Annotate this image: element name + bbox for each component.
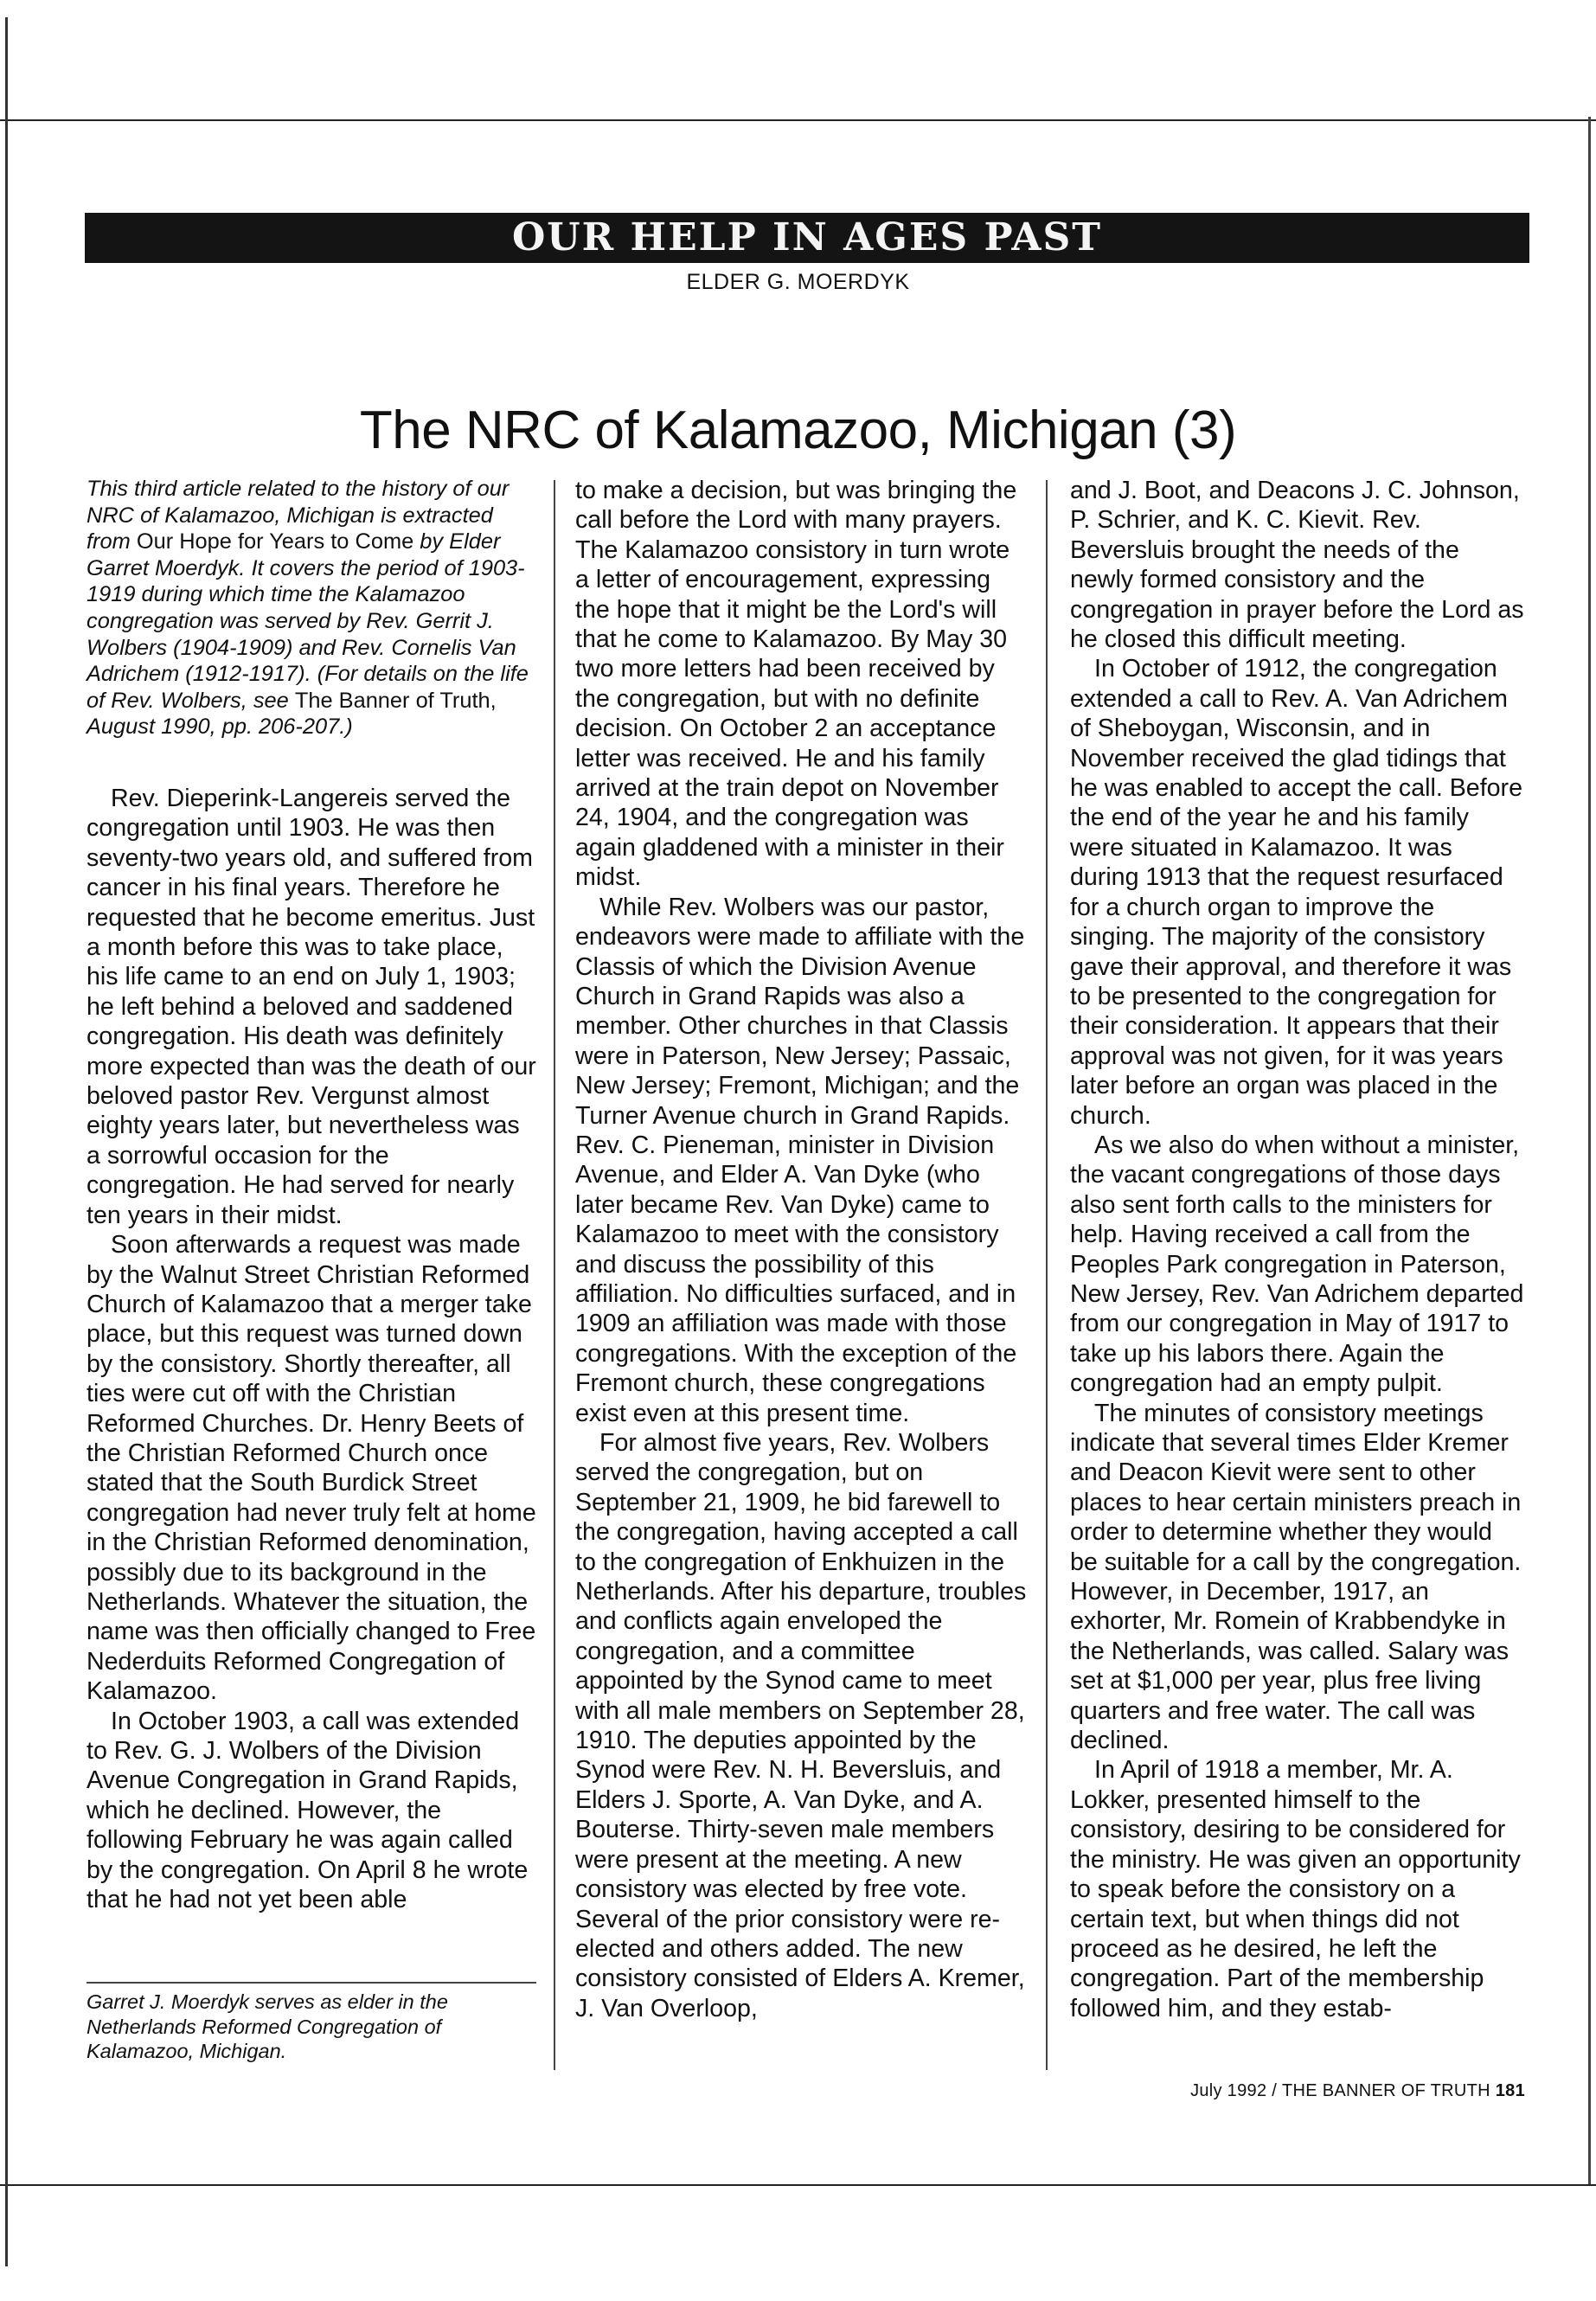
paragraph: While Rev. Wolbers was our pastor, endeavors were made to affiliate with the Classis of which the Division Avenue Church in Grand Rapids was also a member. Other churches in that Classis were in Paterson, New Jersey; Passaic, New Jersey; Fremont, Michigan; and the Turner Avenue church in Grand Rapids. Rev. C. Pieneman, minister in Division Avenue, and Elder A. Van Dyke (who later became Rev. Van Dyke) came to Kalamazoo to meet with the consistory and discuss the possibility of this affiliation. No difficulties surfaced, and in 1909 an affiliation was made with those congregations. With the exception of the Fremont church, these congregations exist even at this present time.: [575, 893, 1025, 1427]
bio-divider: [87, 1982, 536, 1984]
page-footer: [1029, 2081, 1525, 2101]
paragraph: In October of 1912, the congregation extended a call to Rev. A. Van Adrichem of Sheboygan, Wisconsin, and in November received the glad tidings that he was enabled to accept the call. Before the end of the year he and his family were situated in Kalamazoo. It was during 1913 that the request resurfaced for a church organ to improve the singing. The majority of the consistory gave their approval, and therefore it was to be presented to the congregation for their consideration. It appears that their approval was not given, for it was years later before an organ was placed in the church.: [1070, 655, 1522, 1130]
article-column-3: [1070, 476, 1524, 2023]
article-column-2: [575, 476, 1029, 2023]
paragraph: As we also do when without a minister, the vacant congregations of those days also sent forth calls to the ministers for help. Having received a call from the Peoples Park congregation in Paterson, New Jersey, Rev. Van Adrichem departed from our congregation in May of 1917 to take up his labors there. Again the congregation had an empty pulpit.: [1070, 1131, 1524, 1398]
book-title: Our Hope for Years to Come: [136, 529, 414, 554]
column-divider: [1046, 480, 1048, 2070]
article-intro: This third article related to the history of our NRC of Kalamazoo, Michigan is extracted from Our Hope for Years to Come by Elder Garret Moerdyk. It covers the period of 1903-1919 during which time the Kalamazoo congregation was served by Rev. Gerrit J. Wolbers (1904-1909) and Rev. Cornelis Van Adrichem (1912-1917). (For details on the life of Rev. Wolbers, see The Banner of Truth, August 1990, pp. 206-207.): [87, 477, 529, 740]
footer-issue: July 1992 /: [1190, 2081, 1278, 2100]
paragraph: and J. Boot, and Deacons J. C. Johnson, P. Schrier, and K. C. Kievit. Rev. Beversluis brought the needs of the newly formed consistory and the congregation in prayer before the Lord as he closed this difficult meeting.: [1070, 477, 1524, 654]
paragraph: to make a decision, but was bringing the call before the Lord with many prayers. The Kalamazoo consistory in turn wrote a letter of encouragement, expressing the hope that it might be the Lord's will that he come to Kalamazoo. By May 30 two more letters had been received by the congregation, but with no definite decision. On October 2 an acceptance letter was received. He and his family arrived at the train depot on November 24, 1904, and the congregation was again gladdened with a minister in their midst.: [575, 477, 1017, 892]
section-banner: OUR HELP IN AGES PAST: [85, 213, 1529, 263]
footer-publication: THE BANNER OF TRUTH: [1281, 2081, 1490, 2100]
paragraph: Soon afterwards a request was made by the Walnut Street Christian Reformed Church of Kalamazoo that a merger take place, but this request was turned down by the consistory. Shortly thereafter, all ties were cut off with the Christian Reformed Churches. Dr. Henry Beets of the Christian Reformed Church once stated that the South Burdick Street congregation had never truly felt at home in the Christian Reformed denomination, possibly due to its background in the Netherlands. Whatever the situation, the name was then officially changed to Free Nederduits Reformed Congregation of Kalamazoo.: [87, 1231, 536, 1706]
paragraph: In April of 1918 a member, Mr. A. Lokker, presented himself to the consistory, desiring to be considered for the ministry. He was given an opportunity to speak before the consistory on a certain text, but when things did not proceed as he desired, he left the congregation. Part of the membership followed him, and they estab-: [1070, 1756, 1521, 2022]
paragraph: For almost five years, Rev. Wolbers served the congregation, but on September 21, 1909, he bid farewell to the congregation, having accepted a call to the congregation of Enkhuizen in the Netherlands. After his departure, troubles and conflicts again enveloped the congregation, and a committee appointed by the Synod came to meet with all male members on September 28, 1910. The deputies appointed by the Synod were Rev. N. H. Beversluis, and Elders J. Sporte, A. Van Dyke, and A. Bouterse. Thirty-seven male members were present at the meeting. A new consistory was elected by free vote. Several of the prior consistory were re-elected and others added. The new consistory consisted of Elders A. Kremer, J. Van Overloop,: [575, 1429, 1027, 2022]
scan-edge-left: [5, 17, 8, 2266]
article-column-1: [87, 476, 536, 1914]
magazine-title: The Banner of Truth,: [294, 688, 497, 713]
column-divider: [554, 480, 555, 2070]
footer-page-number: 181: [1495, 2081, 1525, 2100]
paragraph: In October 1903, a call was extended to Rev. G. J. Wolbers of the Division Avenue Congregation in Grand Rapids, which he declined. However, the following February he was again called by the congregation. On April 8 he wrote that he had not yet been able: [87, 1707, 529, 1914]
paragraph: Rev. Dieperink-Langereis served the congregation until 1903. He was then seventy-two years old, and suffered from cancer in his final years. Therefore he requested that he become emeritus. Just a month before this was to take place, his life came to an end on July 1, 1903; he left behind a beloved and saddened congregation. His death was definitely more expected than was the death of our beloved pastor Rev. Vergunst almost eighty years later, but nevertheless was a sorrowful occasion for the congregation. He had served for nearly ten years in their midst.: [87, 785, 536, 1229]
paragraph: The minutes of consistory meetings indicate that several times Elder Kremer and Deacon Kievit were sent to other places to hear certain ministers preach in order to determine whether they would be suitable for a call by the congregation. However, in December, 1917, an exhorter, Mr. Romein of Krabbendyke in the Netherlands, was called. Salary was set at $1,000 per year, plus free living quarters and free water. The call was declined.: [1070, 1399, 1522, 1755]
author-bio: Garret J. Moerdyk serves as elder in the Netherlands Reformed Congregation of Kalamazoo, Michigan.: [87, 1990, 448, 2062]
byline: ELDER G. MOERDYK: [686, 270, 910, 294]
article-title: The NRC of Kalamazoo, Michigan (3): [359, 401, 1237, 460]
